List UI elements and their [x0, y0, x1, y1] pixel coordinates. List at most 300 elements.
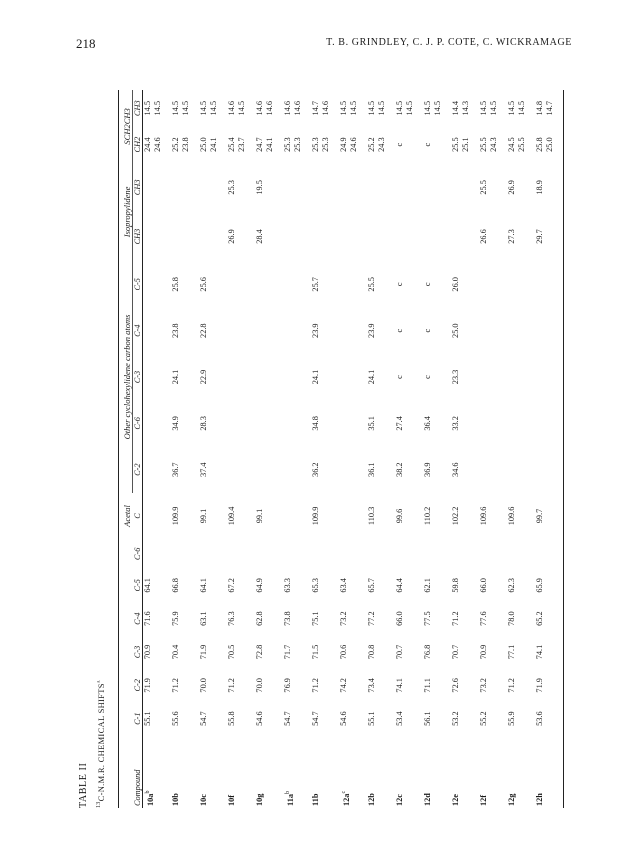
table-label: TABLE II: [78, 762, 89, 808]
shift-cell: [143, 400, 172, 446]
shift-cell: 109.4: [227, 506, 236, 526]
ch2-cell: 25.4 23.7: [227, 137, 246, 152]
shift-cell: [479, 400, 507, 446]
shift-cell: 25.3: [227, 180, 236, 195]
shift-cell: 65.2: [535, 611, 544, 626]
table-row: [367, 90, 395, 808]
column-header: C-4: [133, 324, 142, 337]
shift-cell: 19.5: [255, 180, 264, 195]
shift-cell: [283, 539, 311, 569]
column-header: CH3: [133, 228, 142, 245]
shift-cell: [143, 308, 172, 354]
shift-cell: [395, 163, 423, 212]
shift-cell: [283, 212, 311, 261]
page-number: 218: [76, 36, 96, 51]
shift-cell: 54.7: [311, 711, 320, 726]
ch2-cell: 25.8 25.0: [535, 137, 554, 152]
shift-cell: [451, 212, 479, 261]
table-row: [311, 90, 339, 808]
shift-cell: 63.4: [339, 578, 348, 593]
shift-cell: [199, 212, 227, 261]
shift-cell: 23.3: [451, 369, 460, 385]
shift-cell: 62.8: [255, 611, 264, 626]
shift-cell: 71.2: [451, 611, 460, 626]
shift-cell: 76.8: [423, 644, 432, 660]
shift-cell: 70.0: [199, 678, 208, 693]
shift-cell: [255, 354, 283, 400]
shift-cell: 28.3: [199, 416, 208, 431]
group-header-ethyl: SCH2CH3: [119, 90, 133, 163]
shift-cell: 71.9: [199, 644, 208, 660]
shift-cell: 70.9: [479, 644, 488, 660]
shift-cell: 77.1: [507, 644, 516, 660]
shift-cell: 26.0: [451, 277, 460, 292]
column-header: C-3: [132, 645, 142, 659]
chemical-shift-table: [118, 90, 564, 808]
ch3-cell: 14.5 14.5: [395, 100, 414, 116]
shift-cell: [339, 539, 367, 569]
acetal-header: Acetal: [122, 505, 133, 527]
shift-cell: [339, 400, 367, 446]
column-header: C-6: [132, 547, 142, 561]
shift-cell: 78.0: [507, 611, 516, 626]
shift-cell: 72.6: [451, 678, 460, 693]
shift-cell: [143, 493, 172, 539]
shift-cell: [199, 163, 227, 212]
shift-cell: [507, 447, 535, 493]
shift-cell: [227, 261, 255, 307]
table-row: [227, 90, 255, 808]
table-row: [479, 90, 507, 808]
shift-cell: c: [395, 328, 404, 333]
shift-cell: 53.4: [395, 711, 404, 726]
shift-cell: 99.1: [255, 508, 264, 524]
ch3-cell: 14.6 14.5: [227, 100, 246, 116]
shift-cell: 54.6: [339, 711, 348, 726]
table-row: [535, 90, 564, 808]
shift-cell: 35.1: [367, 416, 376, 431]
shift-cell: 33.2: [451, 416, 460, 431]
shift-cell: [395, 212, 423, 261]
compound-cell: 12e: [451, 794, 460, 806]
shift-cell: c: [423, 282, 432, 287]
shift-cell: 76.9: [283, 678, 292, 693]
shift-cell: 26.9: [507, 180, 516, 195]
shift-cell: 18.9: [535, 180, 544, 195]
shift-cell: [339, 354, 367, 400]
shift-cell: 22.9: [199, 369, 208, 385]
compound-cell: 11b: [311, 793, 320, 806]
ch2-cell: 25.0 24.1: [199, 137, 218, 152]
compound-cell: 10f: [227, 794, 236, 806]
compound-cell: 10g: [255, 793, 264, 806]
shift-cell: [339, 447, 367, 493]
table-row: [255, 90, 283, 808]
ch2-cell: 24.4 24.6: [143, 137, 162, 152]
shift-cell: [255, 261, 283, 307]
column-header: Compound: [132, 769, 142, 806]
column-header: CH2: [133, 136, 142, 153]
table-title: $^{13}$C-N.M.R. CHEMICAL SHIFTS$^a$: [96, 680, 106, 808]
shift-cell: 70.7: [395, 644, 404, 660]
shift-cell: [451, 539, 479, 569]
shift-cell: 73.2: [339, 611, 348, 626]
running-head: T. B. GRINDLEY, C. J. P. COTE, C. WICKRAMAGE: [326, 37, 572, 48]
shift-cell: 71.9: [143, 678, 152, 693]
ch3-cell: 14.7 14.6: [311, 100, 330, 116]
table-row: [423, 90, 451, 808]
column-header: C-6: [133, 417, 142, 430]
ch3-cell: 14.5 14.5: [367, 100, 386, 116]
shift-cell: 71.9: [535, 678, 544, 693]
shift-cell: 76.3: [227, 611, 236, 626]
shift-cell: 54.7: [283, 711, 292, 726]
shift-cell: [255, 539, 283, 569]
shift-cell: 23.8: [171, 323, 180, 338]
shift-cell: [283, 400, 311, 446]
shift-cell: [311, 163, 339, 212]
ch3-cell: 14.5 14.5: [143, 100, 162, 116]
shift-cell: [507, 400, 535, 446]
shift-cell: [479, 539, 507, 569]
shift-cell: c: [423, 375, 432, 379]
shift-cell: [143, 539, 172, 569]
shift-cell: [283, 493, 311, 539]
ch3-cell: 14.5 14.5: [199, 100, 218, 116]
shift-cell: 66.0: [479, 578, 488, 593]
shift-cell: 109.9: [171, 506, 180, 526]
column-header: C-3: [133, 370, 142, 384]
compound-cell: $11a^b$: [285, 791, 295, 806]
shift-cell: [367, 539, 395, 569]
shift-cell: 65.7: [367, 578, 376, 593]
column-header: C-2: [133, 463, 142, 476]
ch3-cell: 14.5 14.5: [479, 100, 498, 116]
shift-cell: 70.8: [367, 644, 376, 660]
compound-cell: $10a^b$: [145, 790, 155, 806]
table-row: [171, 90, 199, 808]
table-row: [339, 90, 367, 808]
shift-cell: 34.8: [311, 416, 320, 431]
shift-cell: [283, 261, 311, 307]
shift-cell: 64.4: [395, 578, 404, 593]
shift-cell: 99.6: [395, 508, 404, 524]
shift-cell: [143, 447, 172, 493]
shift-cell: 73.4: [367, 678, 376, 693]
shift-cell: 24.1: [171, 369, 180, 385]
table-row: [143, 90, 172, 808]
ch2-cell: 25.5 25.1: [451, 137, 470, 152]
shift-cell: 27.3: [507, 229, 516, 244]
shift-cell: [535, 539, 564, 569]
group-header-isopropylidene: Isopropylidene: [119, 163, 133, 261]
shift-cell: [339, 163, 367, 212]
shift-cell: 22.8: [199, 323, 208, 338]
column-header: C: [132, 513, 142, 519]
shift-cell: 109.9: [311, 506, 320, 526]
shift-cell: 73.8: [283, 611, 292, 626]
shift-cell: 71.7: [283, 644, 292, 660]
shift-cell: [479, 308, 507, 354]
shift-cell: [227, 308, 255, 354]
shift-cell: [339, 261, 367, 307]
shift-cell: [339, 308, 367, 354]
shift-cell: [255, 308, 283, 354]
shift-cell: 110.3: [367, 506, 376, 526]
shift-cell: 67.2: [227, 578, 236, 593]
shift-cell: 74.1: [395, 678, 404, 693]
column-header: CH3: [133, 100, 142, 117]
shift-cell: [535, 261, 564, 307]
shift-cell: 77.5: [423, 611, 432, 626]
shift-cell: 36.1: [367, 462, 376, 477]
shift-cell: 71.2: [171, 678, 180, 693]
shift-cell: [535, 308, 564, 354]
column-header: C-5: [133, 278, 142, 291]
shift-cell: 55.1: [143, 711, 152, 726]
shift-cell: 77.2: [367, 611, 376, 626]
shift-cell: 26.9: [227, 229, 236, 244]
compound-cell: 12d: [423, 793, 432, 806]
shift-cell: 25.5: [479, 180, 488, 195]
compound-cell: 12b: [367, 793, 376, 806]
shift-cell: 23.9: [311, 323, 320, 338]
shift-cell: 64.1: [143, 578, 152, 593]
shift-cell: [423, 212, 451, 261]
shift-cell: [227, 354, 255, 400]
shift-cell: 54.7: [199, 711, 208, 726]
shift-cell: 102.2: [451, 506, 460, 526]
shift-cell: 29.7: [535, 229, 544, 244]
ch3-cell: 14.5 14.5: [423, 100, 442, 116]
shift-cell: [535, 400, 564, 446]
shift-cell: 75.1: [311, 611, 320, 626]
shift-cell: 24.1: [367, 369, 376, 385]
shift-cell: [479, 447, 507, 493]
shift-cell: 110.2: [423, 506, 432, 526]
shift-cell: [367, 163, 395, 212]
shift-cell: 74.2: [339, 678, 348, 693]
compound-cell: $12a^c$: [341, 790, 351, 806]
shift-cell: [171, 163, 199, 212]
shift-cell: 55.9: [507, 711, 516, 726]
shift-cell: 55.1: [367, 711, 376, 726]
table-row: [395, 90, 423, 808]
shift-cell: 64.9: [255, 578, 264, 593]
shift-cell: 71.6: [143, 611, 152, 626]
shift-cell: c: [395, 375, 404, 379]
shift-cell: [143, 212, 172, 261]
shift-cell: 66.8: [171, 578, 180, 593]
shift-cell: c: [395, 282, 404, 287]
shift-cell: [395, 539, 423, 569]
shift-cell: [283, 354, 311, 400]
shift-cell: [535, 447, 564, 493]
shift-cell: 26.6: [479, 229, 488, 244]
shift-cell: [143, 261, 172, 307]
shift-cell: 55.8: [227, 711, 236, 726]
column-header: CH3: [133, 179, 142, 196]
ch2-cell: 24.7 24.1: [255, 137, 274, 152]
ch3-cell: 14.6 14.6: [283, 100, 302, 116]
shift-cell: 53.6: [535, 711, 544, 726]
shift-cell: 99.1: [199, 508, 208, 524]
shift-cell: 70.0: [255, 678, 264, 693]
column-header: C-1: [132, 712, 142, 725]
shift-cell: [283, 308, 311, 354]
ch2-cell: 25.3 25.3: [283, 137, 302, 152]
compound-cell: 12c: [395, 794, 404, 806]
shift-cell: 99.7: [535, 508, 544, 524]
ch3-cell: 14.8 14.7: [535, 100, 554, 116]
shift-cell: 36.7: [171, 462, 180, 477]
shift-cell: 27.4: [395, 416, 404, 431]
shift-cell: 25.0: [451, 323, 460, 338]
shift-cell: [479, 354, 507, 400]
shift-cell: 62.1: [423, 578, 432, 593]
compound-cell: 12f: [479, 794, 488, 806]
compound-cell: 12h: [535, 793, 544, 806]
shift-cell: 70.7: [451, 644, 460, 660]
shift-cell: [283, 163, 311, 212]
column-header: C-4: [132, 612, 142, 625]
ch2-cell: c: [423, 142, 432, 147]
shift-cell: 25.8: [171, 277, 180, 292]
shift-cell: 71.1: [423, 678, 432, 693]
shift-cell: 71.5: [311, 644, 320, 660]
ch2-cell: c: [395, 142, 404, 147]
shift-cell: 63.3: [283, 578, 292, 593]
shift-cell: 59.8: [451, 578, 460, 593]
shift-cell: 25.5: [367, 277, 376, 292]
shift-cell: 36.2: [311, 462, 320, 477]
shift-cell: [367, 212, 395, 261]
shift-cell: 55.6: [171, 711, 180, 726]
shift-cell: [507, 261, 535, 307]
ch2-cell: 24.9 24.6: [339, 137, 358, 152]
shift-cell: 24.1: [311, 369, 320, 385]
column-header: C-2: [132, 679, 142, 692]
shift-cell: [535, 354, 564, 400]
shift-cell: [227, 400, 255, 446]
compound-cell: 12g: [507, 793, 516, 806]
shift-cell: [311, 212, 339, 261]
ch2-cell: 25.2 24.3: [367, 137, 386, 152]
shift-cell: [451, 163, 479, 212]
shift-cell: [283, 447, 311, 493]
table-row: [451, 90, 479, 808]
shift-cell: 65.3: [311, 578, 320, 593]
shift-cell: 62.3: [507, 578, 516, 593]
shift-cell: [479, 261, 507, 307]
shift-cell: [507, 308, 535, 354]
shift-cell: 75.9: [171, 611, 180, 626]
ch2-cell: 25.2 23.8: [171, 137, 190, 152]
shift-cell: 71.2: [227, 678, 236, 693]
ch2-cell: 25.5 24.3: [479, 137, 498, 152]
rotated-table-region: [70, 88, 566, 808]
ch3-cell: 14.4 14.3: [451, 100, 470, 116]
shift-cell: [507, 539, 535, 569]
shift-cell: 63.1: [199, 611, 208, 626]
shift-cell: 73.2: [479, 678, 488, 693]
ch2-cell: 25.3 25.3: [311, 137, 330, 152]
shift-cell: 53.2: [451, 711, 460, 726]
shift-cell: [339, 493, 367, 539]
shift-cell: c: [423, 328, 432, 333]
ch2-cell: 24.5 25.5: [507, 137, 526, 152]
compound-cell: 10c: [199, 794, 208, 806]
table-row: [199, 90, 227, 808]
shift-cell: 56.1: [423, 711, 432, 726]
ch3-cell: 14.5 14.5: [339, 100, 358, 116]
shift-cell: 71.2: [311, 678, 320, 693]
shift-cell: [255, 447, 283, 493]
shift-cell: 34.6: [451, 462, 460, 477]
shift-cell: 70.6: [339, 644, 348, 660]
shift-cell: 70.9: [143, 644, 152, 660]
shift-cell: 70.5: [227, 644, 236, 660]
shift-cell: [339, 212, 367, 261]
ch3-cell: 14.5 14.5: [171, 100, 190, 116]
shift-cell: 37.4: [199, 462, 208, 477]
shift-cell: 36.9: [423, 462, 432, 477]
table-row: [283, 90, 311, 808]
shift-cell: 28.4: [255, 229, 264, 244]
shift-cell: 34.9: [171, 416, 180, 431]
shift-cell: [143, 354, 172, 400]
shift-cell: 55.2: [479, 711, 488, 726]
shift-cell: [199, 539, 227, 569]
shift-cell: 72.8: [255, 644, 264, 660]
shift-cell: 54.6: [255, 711, 264, 726]
shift-cell: 65.9: [535, 578, 544, 593]
shift-cell: [423, 163, 451, 212]
group-header-other: Other cyclohexylidene carbon atoms: [119, 261, 133, 493]
shift-cell: [423, 539, 451, 569]
shift-cell: 109.6: [507, 506, 516, 526]
shift-cell: 25.6: [199, 277, 208, 292]
ch3-cell: 14.6 14.6: [255, 100, 274, 116]
shift-cell: [227, 447, 255, 493]
shift-cell: [143, 163, 172, 212]
shift-cell: [255, 400, 283, 446]
shift-cell: 64.1: [199, 578, 208, 593]
group-blank-2: [119, 539, 133, 735]
shift-cell: 23.9: [367, 323, 376, 338]
shift-cell: 38.2: [395, 462, 404, 477]
group-blank: [119, 735, 133, 808]
shift-cell: 74.1: [535, 644, 544, 660]
compound-cell: 10b: [171, 793, 180, 806]
table-rotator: [70, 88, 566, 808]
shift-cell: 36.4: [423, 416, 432, 431]
shift-cell: [507, 354, 535, 400]
shift-cell: 77.6: [479, 611, 488, 626]
shift-cell: [171, 539, 199, 569]
column-header: C-5: [132, 579, 142, 592]
table-row: [507, 90, 535, 808]
shift-cell: 70.4: [171, 644, 180, 660]
shift-cell: [171, 212, 199, 261]
shift-cell: 66.0: [395, 611, 404, 626]
shift-cell: [227, 539, 255, 569]
shift-cell: 109.6: [479, 506, 488, 526]
ch3-cell: 14.5 14.5: [507, 100, 526, 116]
shift-cell: 71.2: [507, 678, 516, 693]
shift-cell: 25.7: [311, 277, 320, 292]
shift-cell: [311, 539, 339, 569]
